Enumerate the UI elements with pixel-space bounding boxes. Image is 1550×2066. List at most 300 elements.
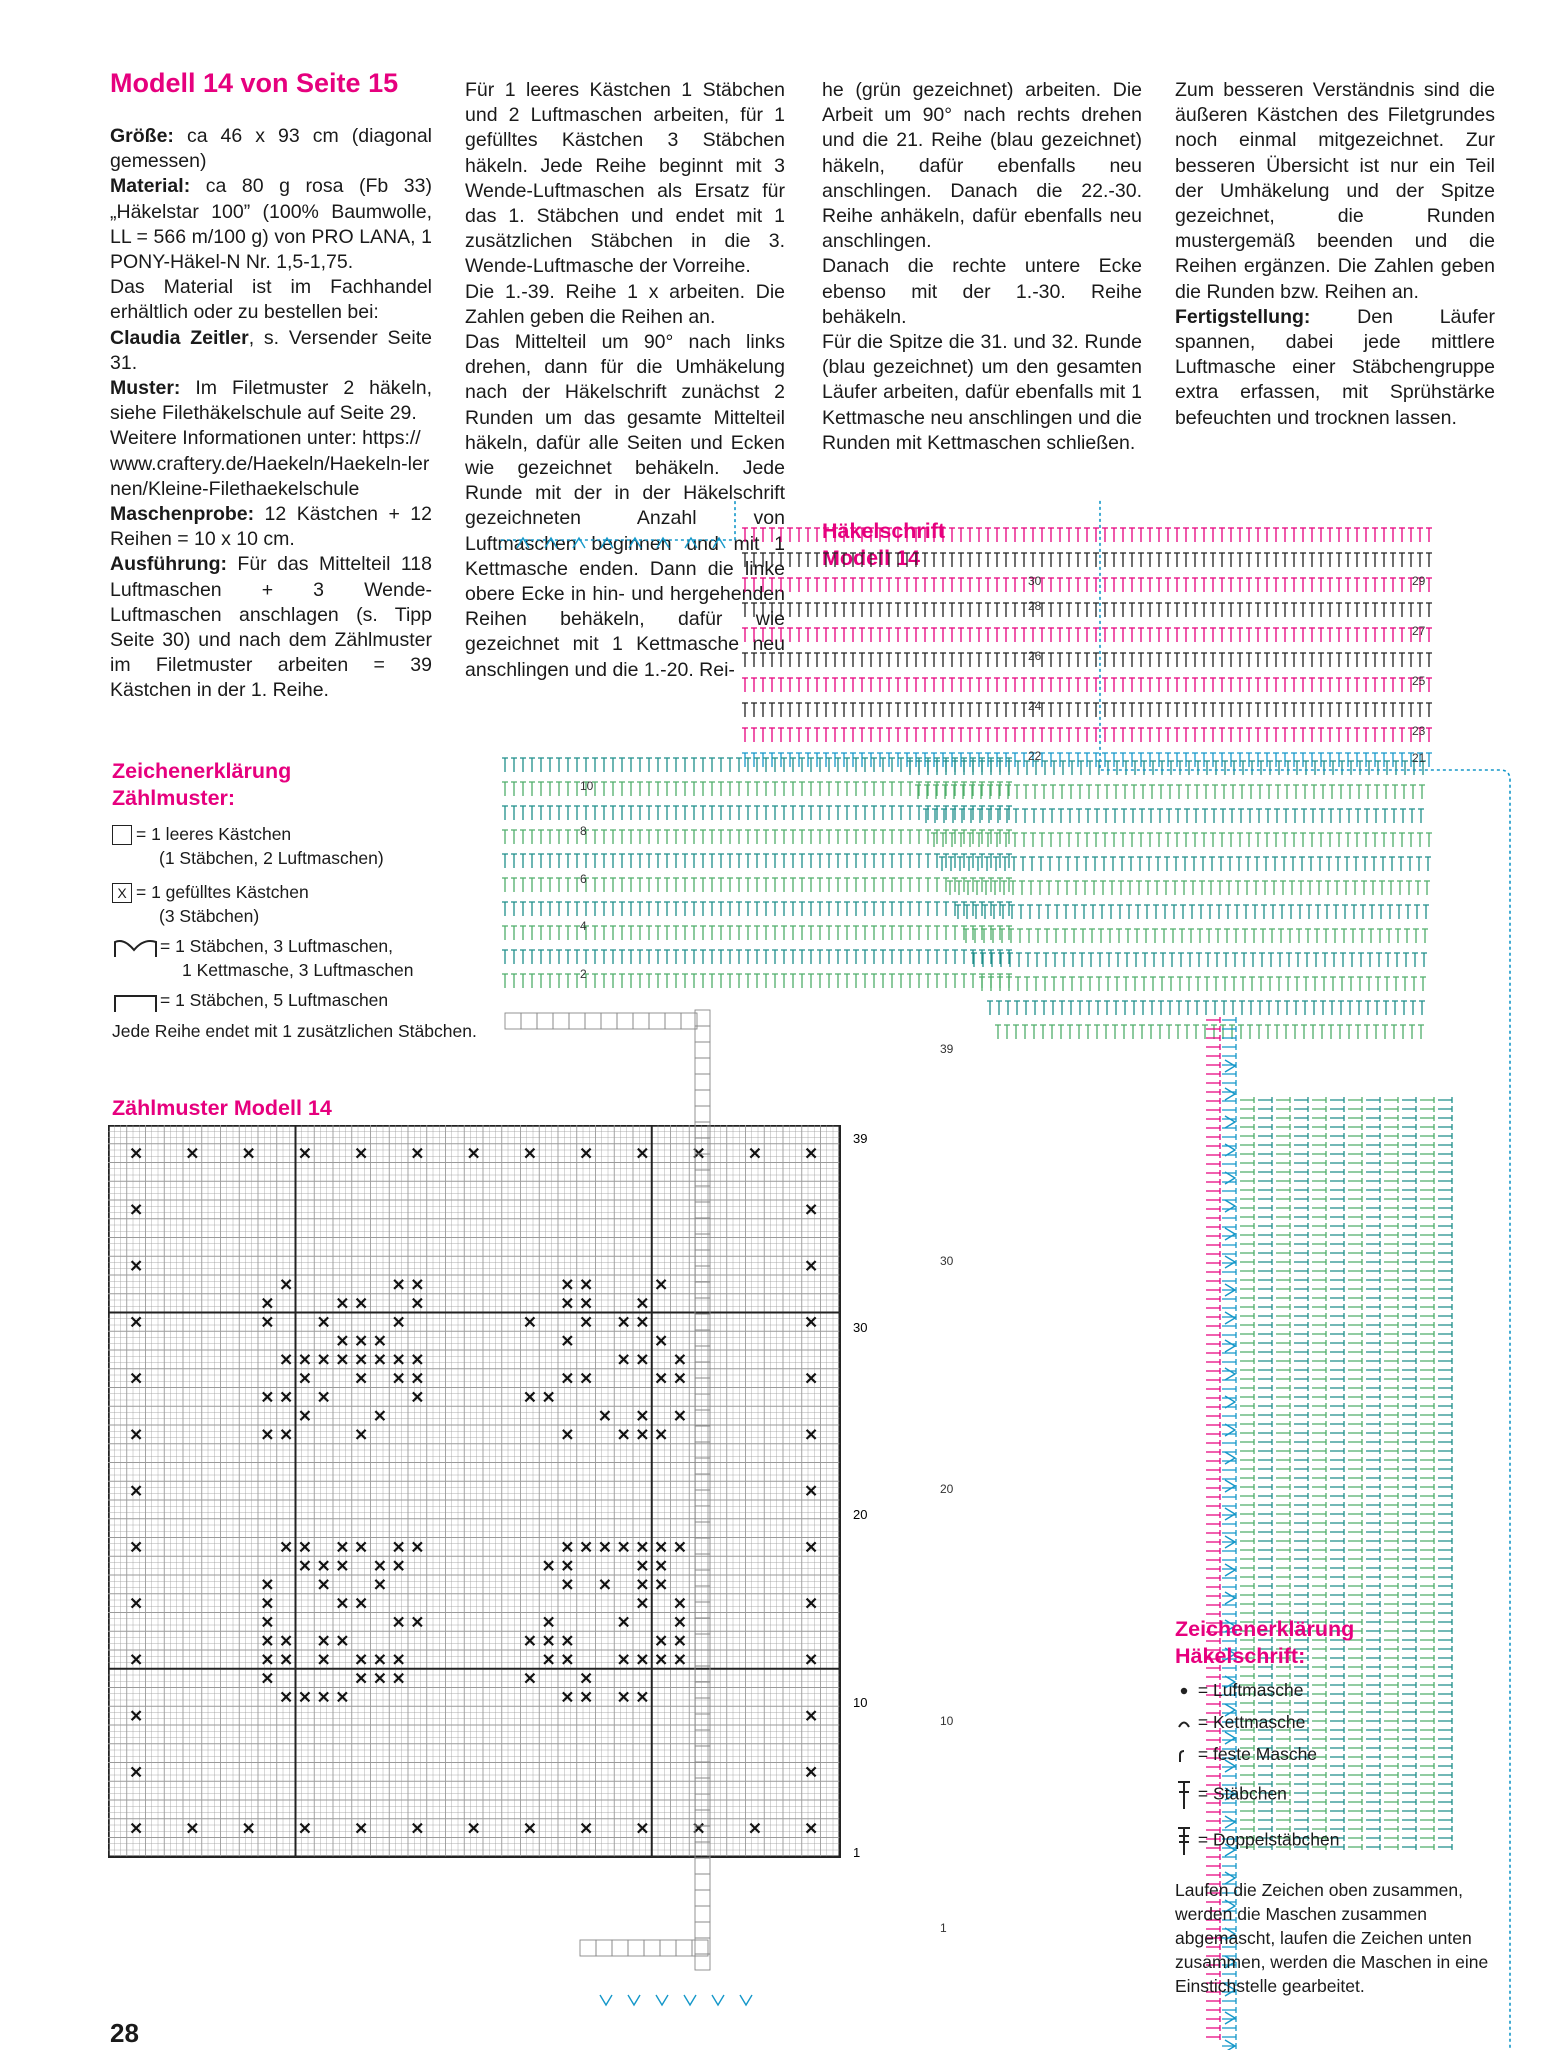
stitch-row: [769, 628, 775, 642]
stitch-row: [736, 926, 742, 940]
stitch-col: [1330, 1160, 1344, 1166]
stitch-row: [673, 926, 679, 940]
stitch-col: [1402, 1520, 1416, 1526]
stitch-row: [933, 785, 939, 799]
stitch-row: [1345, 528, 1351, 542]
stitch-row: [1112, 1025, 1118, 1039]
stitch-row: [646, 926, 652, 940]
stitch-col: [1240, 1358, 1254, 1364]
stitch-col: [1240, 1295, 1254, 1301]
stitch-row: [1273, 628, 1279, 642]
stitch-col: [1348, 1565, 1362, 1571]
stitch-row: [1117, 905, 1123, 919]
stitch-col: [1222, 1215, 1236, 1221]
stitch-row: [736, 782, 742, 796]
stitch-col: [1330, 1223, 1344, 1229]
stitch-row: [502, 902, 508, 916]
stitch-row: [1399, 728, 1405, 742]
stitch-col: [1312, 1583, 1326, 1589]
stitch-col: [1438, 1106, 1452, 1112]
stitch-row: [1311, 1001, 1317, 1015]
stitch-col: [1312, 1439, 1326, 1445]
stitch-row: [1337, 809, 1343, 823]
stitch-col: [1366, 1565, 1380, 1571]
stitch-row: [529, 782, 535, 796]
stitch-row: [1391, 809, 1397, 823]
stitch-row: [1006, 977, 1012, 991]
row-label-d2: 2: [580, 967, 587, 981]
chain-stitch-icon: [1175, 1682, 1193, 1700]
stitch-row: [1263, 857, 1269, 871]
stitch-row: [1046, 881, 1052, 895]
stitch-row: [1084, 653, 1090, 667]
stitch-row: [1075, 528, 1081, 542]
stitch-row: [1354, 833, 1360, 847]
stitch-row: [511, 782, 517, 796]
stitch-row: [1381, 603, 1387, 617]
stitch-col: [1384, 1367, 1398, 1373]
stitch-row: [1319, 1025, 1325, 1039]
filet-square: [695, 1874, 710, 1890]
stitch-row: [664, 806, 670, 820]
stitch-row: [1258, 977, 1264, 991]
stitch-row: [1390, 653, 1396, 667]
stitch-row: [1409, 809, 1415, 823]
stitch-row: [1030, 553, 1036, 567]
stitch-row: [1393, 977, 1399, 991]
stitch-row: [1003, 553, 1009, 567]
stitch-row: [1412, 953, 1418, 967]
stitch-row: [781, 926, 787, 940]
stitch-col: [1206, 1350, 1220, 1356]
stitch-col: [1438, 1205, 1452, 1211]
stitch-row: [915, 785, 921, 799]
stitch-row: [1228, 553, 1234, 567]
stitch-row: [787, 553, 793, 567]
stitch-row: [1381, 678, 1387, 692]
stitch-row: [907, 830, 913, 844]
stitch-row: [994, 703, 1000, 717]
stitch-col: [1384, 1187, 1398, 1193]
stitch-row: [1034, 953, 1040, 967]
stitch-col: [1206, 1485, 1220, 1491]
stitch-row: [1256, 1025, 1262, 1039]
legend-note: Laufen die Zeichen oben zusammen, werden die Maschen zusammen abgemascht, laufen die Zeichen unten zusammen, werden die Maschen in eine Einstichstelle gearbeitet.: [1175, 1880, 1489, 1996]
stitch-row: [1015, 761, 1021, 775]
stitch-row: [778, 528, 784, 542]
stitch-row: [1111, 553, 1117, 567]
stitch-row: [1354, 528, 1360, 542]
stitch-row: [745, 902, 751, 916]
stitch-row: [970, 782, 976, 796]
stitch-row: [1389, 857, 1395, 871]
stitch-row: [1237, 703, 1243, 717]
stitch-row: [1165, 603, 1171, 617]
stitch-col: [1330, 1592, 1344, 1598]
stitch-row: [655, 974, 661, 988]
stitch-row: [1417, 653, 1423, 667]
stitch-row: [799, 926, 805, 940]
stitch-row: [1182, 857, 1188, 871]
stitch-row: [763, 902, 769, 916]
stitch-col: [1330, 1601, 1344, 1607]
stitch-row: [979, 878, 985, 892]
stitch-row: [916, 974, 922, 988]
stitch-col: [1206, 1089, 1220, 1095]
stitch-col: [1240, 1106, 1254, 1112]
stitch-row: [790, 758, 796, 772]
stitch-row: [637, 974, 643, 988]
col4-paragraph-1: Zum besseren Verständnis sind die äußeren Kästchen des Filetgrundes noch einmal mitgezeichnet. Zur besseren Übersicht ist nur ein Teil der Umhäkelung und der Spitze gezeichnet, die Runden mustergemäß beenden und die Reihen ergänzen. Die Zahlen geben die Runden bzw. Reihen an.: [1175, 79, 1495, 303]
stitch-col: [1366, 1205, 1380, 1211]
stitch-row: [1267, 761, 1273, 775]
stitch-row: [781, 782, 787, 796]
stitch-col: [1330, 1574, 1344, 1580]
stitch-row: [997, 830, 1003, 844]
stitch-row: [592, 806, 598, 820]
stitch-row: [1057, 833, 1063, 847]
stitch-col: [1384, 1223, 1398, 1229]
legend-slip: = Kettmasche: [1175, 1710, 1505, 1742]
stitch-col: [1312, 1574, 1326, 1580]
filet-square: [695, 1074, 710, 1090]
stitch-row: [1174, 653, 1180, 667]
stitch-row: [547, 926, 553, 940]
stitch-col: [1348, 1367, 1362, 1373]
stitch-row: [1201, 578, 1207, 592]
stitch-col: [1348, 1529, 1362, 1535]
stitch-row: [841, 528, 847, 542]
stitch-row: [1338, 785, 1344, 799]
stitch-col: [1348, 1412, 1362, 1418]
stitch-row: [1140, 785, 1146, 799]
stitch-col: [1276, 1304, 1290, 1310]
stitch-row: [898, 974, 904, 988]
slip-stitch-icon: [1175, 1714, 1193, 1732]
stitch-row: [922, 703, 928, 717]
stitch-row: [1363, 728, 1369, 742]
stitch-col: [1222, 1467, 1236, 1473]
stitch-row: [646, 974, 652, 988]
filet-square: [644, 1940, 660, 1956]
stitch-row: [1012, 628, 1018, 642]
stitch-row: [610, 782, 616, 796]
stitch-col: [1438, 1142, 1452, 1148]
stitch-col: [1420, 1241, 1434, 1247]
stitch-row: [1255, 678, 1261, 692]
stitch-row: [931, 528, 937, 542]
stitch-col: [1384, 1142, 1398, 1148]
stitch-col: [1258, 1538, 1272, 1544]
stitch-row: [925, 950, 931, 964]
stitch-col: [1366, 1097, 1380, 1103]
stitch-row: [877, 678, 883, 692]
stitch-col: [1402, 1466, 1416, 1472]
stitch-row: [556, 974, 562, 988]
stitch-row: [958, 653, 964, 667]
stitch-row: [1077, 1001, 1083, 1015]
stitch-row: [1211, 1025, 1217, 1039]
stitch-col: [1240, 1250, 1254, 1256]
stitch-row: [943, 761, 949, 775]
stitch-row: [1219, 653, 1225, 667]
stitch-row: [1229, 809, 1235, 823]
stitch-row: [691, 950, 697, 964]
stitch-row: [1318, 703, 1324, 717]
stitch-row: [1311, 785, 1317, 799]
stitch-col: [1402, 1331, 1416, 1337]
stitch-row: [1264, 628, 1270, 642]
stitch-row: [742, 578, 748, 592]
stitch-row: [1084, 678, 1090, 692]
stitch-col: [1258, 1556, 1272, 1562]
stitch-row: [826, 758, 832, 772]
stitch-row: [1035, 929, 1041, 943]
stitch-row: [1133, 953, 1139, 967]
stitch-col: [1294, 1493, 1308, 1499]
stitch-row: [1174, 703, 1180, 717]
stitch-col: [1348, 1268, 1362, 1274]
stitch-col: [1402, 1592, 1416, 1598]
stitch-col: [1438, 1151, 1452, 1157]
stitch-row: [1102, 578, 1108, 592]
stitch-row: [502, 806, 508, 820]
stitch-col: [1206, 1503, 1220, 1509]
stitch-row: [805, 528, 811, 542]
stitch-row: [1078, 761, 1084, 775]
stitch-row: [868, 703, 874, 717]
stitch-col: [1330, 1232, 1344, 1238]
stitch-row: [1318, 528, 1324, 542]
stitch-col: [1312, 1538, 1326, 1544]
stitch-row: [958, 753, 964, 767]
stitch-row: [904, 678, 910, 692]
stitch-col: [1206, 1305, 1220, 1311]
stitch-row: [682, 806, 688, 820]
stitch-row: [1381, 753, 1387, 767]
stitch-col: [1312, 1349, 1326, 1355]
stitch-col: [1438, 1583, 1452, 1589]
stitch-col: [1206, 1440, 1220, 1446]
row-label-d10: 10: [580, 779, 594, 793]
stitch-col: [1240, 1385, 1254, 1391]
stitch-row: [1242, 929, 1248, 943]
stitch-row: [907, 761, 913, 775]
stitch-row: [808, 830, 814, 844]
picot: [500, 538, 501, 548]
stitch-row: [850, 653, 856, 667]
stitch-row: [1130, 1025, 1136, 1039]
stitch-row: [1246, 728, 1252, 742]
stitch-row: [1256, 809, 1262, 823]
stitch-row: [529, 854, 535, 868]
stitch-row: [751, 553, 757, 567]
stitch-row: [1132, 761, 1138, 775]
stitch-col: [1294, 1367, 1308, 1373]
stitch-col: [1294, 1601, 1308, 1607]
stitch-row: [1317, 857, 1323, 871]
stitch-row: [502, 950, 508, 964]
stitch-row: [1374, 1001, 1380, 1015]
stitch-row: [1228, 578, 1234, 592]
stitch-row: [1255, 553, 1261, 567]
stitch-row: [619, 806, 625, 820]
stitch-col: [1384, 1214, 1398, 1220]
stitch-row: [520, 950, 526, 964]
stitch-col: [1258, 1493, 1272, 1499]
stitch-row: [1221, 1001, 1227, 1015]
stitch-row: [610, 878, 616, 892]
stitch-col: [1438, 1169, 1452, 1175]
stitch-col: [1330, 1538, 1344, 1544]
filet-square: [585, 1013, 601, 1029]
stitch-col: [1438, 1565, 1452, 1571]
stitch-row: [1137, 857, 1143, 871]
stitch-row: [1312, 761, 1318, 775]
stitch-row: [1399, 578, 1405, 592]
stitch-row: [1186, 761, 1192, 775]
filet-square: [617, 1013, 633, 1029]
stitch-row: [637, 806, 643, 820]
stitch-row: [511, 950, 517, 964]
round-label-25: 25: [1412, 674, 1426, 688]
stitch-row: [1264, 753, 1270, 767]
stitch-row: [778, 703, 784, 717]
stitch-row: [916, 926, 922, 940]
stitch-row: [547, 950, 553, 964]
stitch-row: [1363, 753, 1369, 767]
stitch-col: [1312, 1367, 1326, 1373]
stitch-col: [1366, 1277, 1380, 1283]
stitch-row: [1284, 785, 1290, 799]
picot: [1225, 2040, 1235, 2050]
stitch-row: [943, 974, 949, 988]
stitch-row: [913, 553, 919, 567]
stitch-row: [796, 703, 802, 717]
stitch-row: [1237, 528, 1243, 542]
stitch-row: [1021, 528, 1027, 542]
stitch-col: [1348, 1592, 1362, 1598]
stitch-row: [1078, 977, 1084, 991]
filet-square: [695, 1138, 710, 1154]
stitch-col: [1294, 1304, 1308, 1310]
stitch-col: [1258, 1412, 1272, 1418]
stitch-col: [1348, 1349, 1362, 1355]
stitch-col: [1276, 1187, 1290, 1193]
stitch-row: [1085, 809, 1091, 823]
crochet-title-line-2: Modell 14: [822, 546, 920, 570]
stitch-row: [778, 578, 784, 592]
stitch-col: [1258, 1574, 1272, 1580]
stitch-row: [1010, 881, 1016, 895]
stitch-col: [1294, 1169, 1308, 1175]
stitch-row: [1309, 553, 1315, 567]
stitch-col: [1402, 1322, 1416, 1328]
stitch-row: [961, 950, 967, 964]
stitch-col: [1366, 1160, 1380, 1166]
stitch-row: [1192, 753, 1198, 767]
stitch-row: [823, 528, 829, 542]
stitch-row: [1138, 553, 1144, 567]
stitch-row: [904, 603, 910, 617]
stitch-row: [1006, 878, 1012, 892]
stitch-col: [1402, 1511, 1416, 1517]
stitch-row: [823, 753, 829, 767]
stitch-row: [781, 974, 787, 988]
stitch-row: [1387, 905, 1393, 919]
stitch-col: [1330, 1133, 1344, 1139]
stitch-col: [1276, 1592, 1290, 1598]
filet-square: [553, 1013, 569, 1029]
stitch-col: [1402, 1196, 1416, 1202]
stitch-row: [754, 974, 760, 988]
stitch-row: [727, 902, 733, 916]
stitch-row: [1138, 528, 1144, 542]
picot: [740, 1995, 752, 2005]
stitch-row: [1174, 728, 1180, 742]
stitch-row: [1147, 833, 1153, 847]
stitch-row: [1298, 881, 1304, 895]
stitch-row: [1075, 603, 1081, 617]
stitch-row: [1093, 528, 1099, 542]
stitch-row: [583, 758, 589, 772]
stitch-col: [1258, 1196, 1272, 1202]
stitch-row: [862, 854, 868, 868]
stitch-row: [664, 854, 670, 868]
filet-square: [695, 1266, 710, 1282]
stitch-row: [922, 653, 928, 667]
stitch-col: [1420, 1583, 1434, 1589]
stitch-row: [511, 926, 517, 940]
stitch-row: [637, 758, 643, 772]
stitch-row: [1066, 653, 1072, 667]
stitch-row: [1219, 753, 1225, 767]
stitch-row: [529, 902, 535, 916]
stitch-row: [1270, 905, 1276, 919]
crochet-legend-title: Zeichenerklärung: [1175, 1617, 1355, 1641]
stitch-col: [1276, 1376, 1290, 1382]
stitch-row: [931, 833, 937, 847]
stitch-row: [1418, 1025, 1424, 1039]
filet-square: [695, 1618, 710, 1634]
stitch-col: [1276, 1205, 1290, 1211]
stitch-row: [862, 950, 868, 964]
stitch-row: [1264, 678, 1270, 692]
stitch-row: [796, 628, 802, 642]
stitch-row: [529, 974, 535, 988]
stitch-col: [1438, 1403, 1452, 1409]
stitch-col: [1258, 1133, 1272, 1139]
stitch-row: [787, 653, 793, 667]
stitch-row: [1210, 528, 1216, 542]
stitch-row: [967, 553, 973, 567]
stitch-row: [1383, 785, 1389, 799]
stitch-col: [1330, 1547, 1344, 1553]
stitch-row: [1028, 881, 1034, 895]
size-paragraph: Größe: ca 46 x 93 cm (diagonal gemessen): [110, 125, 432, 173]
stitch-row: [520, 830, 526, 844]
stitch-row: [1330, 977, 1336, 991]
filet-square: [695, 1666, 710, 1682]
stitch-row: [1255, 528, 1261, 542]
stitch-row: [1264, 833, 1270, 847]
stitch-row: [1384, 977, 1390, 991]
stitch-row: [1282, 678, 1288, 692]
stitch-row: [895, 528, 901, 542]
stitch-row: [958, 603, 964, 617]
filet-square: [695, 1730, 710, 1746]
stitch-col: [1312, 1385, 1326, 1391]
